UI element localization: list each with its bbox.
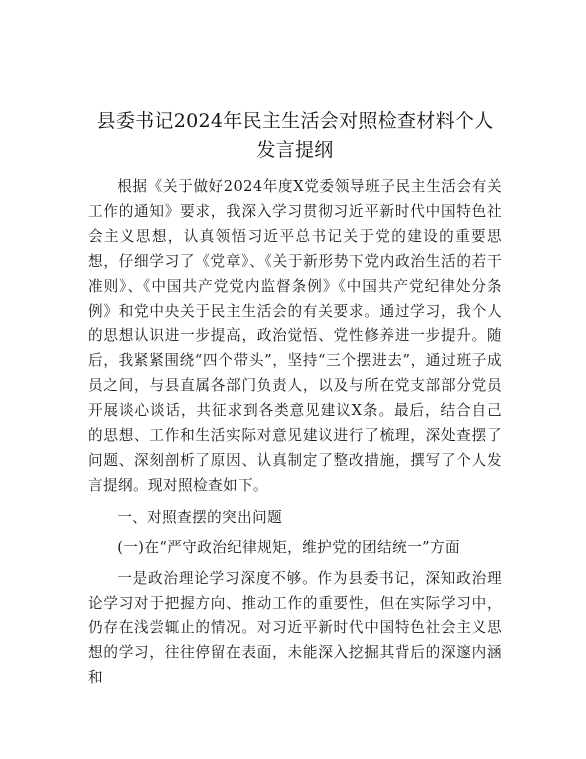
intro-paragraph: 根据《关于做好2024年度X党委领导班子民主生活会有关工作的通知》要求，我深入学习贯彻习近平新时代中国特色社会主义思想，认真领悟习近平总书记关于党的建设的重要思想，仔细学习了《党章》、《关于新形势下党内政治生活的若干准则》、《中国共产党党内监督条例》《中国共产党纪律处分条例》和党中央关于民主生活会的有关要求。通过学习，我个人的思想认识进一步提高，政治觉悟、党性修养进一步提升。随后，我紧紧围绕“四个带头”，坚持“三个摆进去”，通过班子成员之间，与县直属各部门负责人，以及与所在党支部部分党员开展谈心谈话，共征求到各类意见建议X条。最后，结合自己的思想、工作和生活实际对意见建议进行了梳理，深处查摆了问题、深刻剖析了原因、认真制定了整改措施，撰写了个人发言提纲。现对照检查如下。 <box>88 178 502 494</box>
document-body <box>88 175 502 499</box>
document-title <box>88 107 502 165</box>
title-line-1: 县委书记2024年民主生活会对照检查材料个人 <box>96 110 494 132</box>
sub-heading: (一)在“严守政治纪律规矩，维护党的团结统一”方面 <box>117 538 460 556</box>
title-line-2: 发言提纲 <box>256 139 334 161</box>
point-paragraph: 一是政治理论学习深度不够。作为县委书记，深知政治理论学习对于把握方向、推动工作的重要性，但在实际学习中，仍存在浅尝辄止的情况。对习近平新时代中国特色社会主义思想的学习，往往停留在表面，未能深入挖掘其背后的深邃内涵和 <box>88 569 502 687</box>
section-heading: 一、对照查摆的突出问题 <box>117 508 283 526</box>
